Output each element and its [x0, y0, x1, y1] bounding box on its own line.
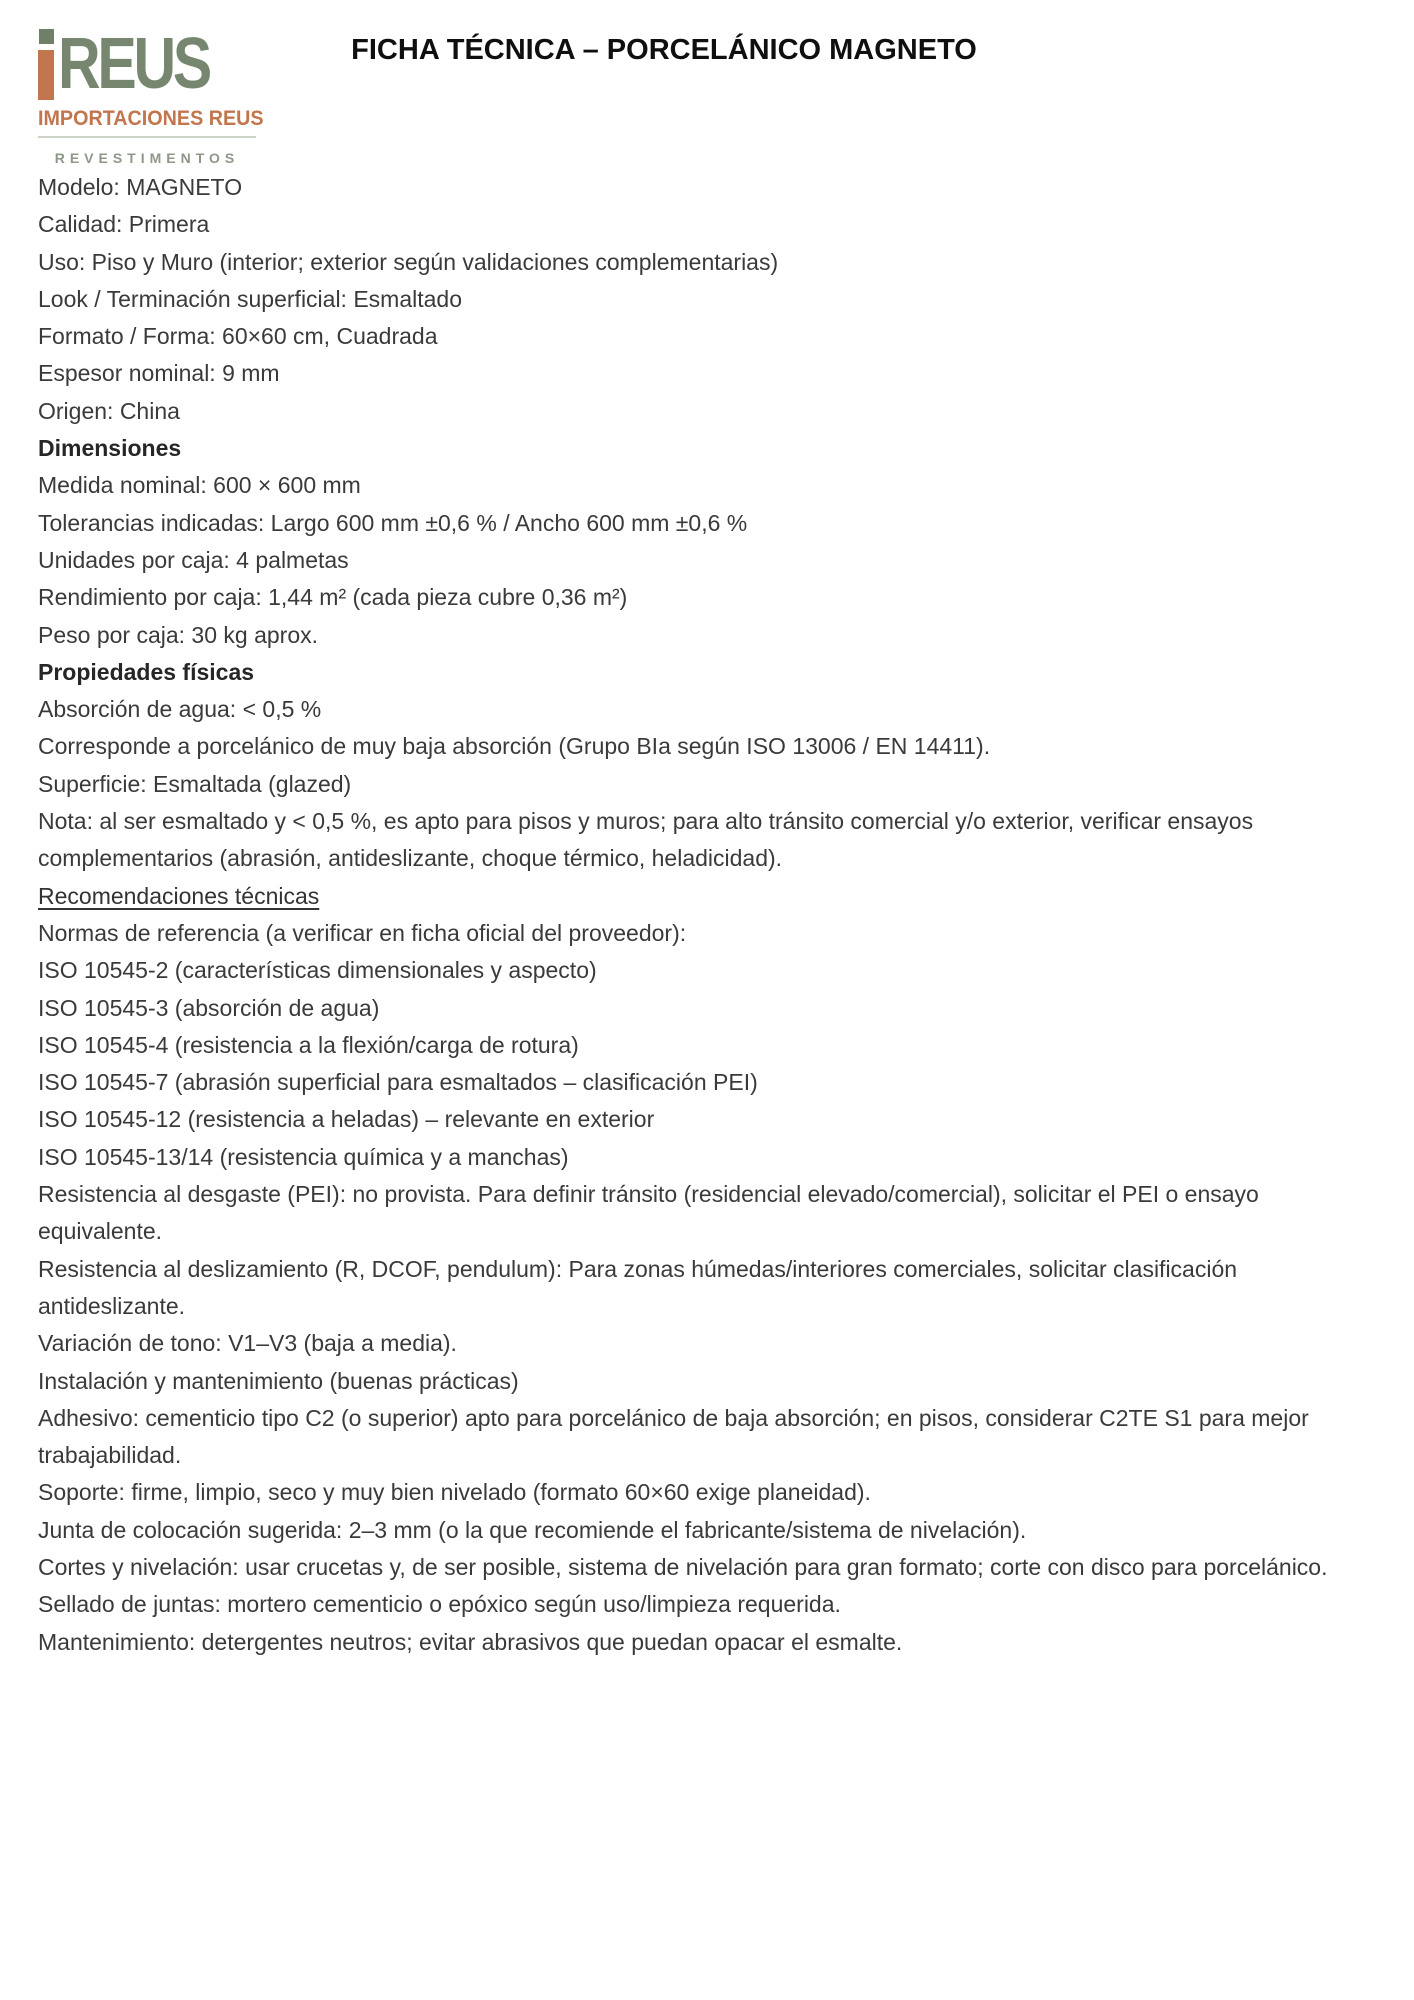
norma-item: ISO 10545-13/14 (resistencia química y a manchas) — [38, 1143, 569, 1170]
detalle-paragraph: Soporte: firme, limpio, seco y muy bien nivelado (formato 60×60 exige planeidad). — [38, 1479, 871, 1506]
propiedades-line: Superficie: Esmaltada (glazed) — [38, 770, 352, 797]
dimensiones-line: Tolerancias indicadas: Largo 600 mm ±0,6 % / Ancho 600 mm ±0,6 % — [38, 509, 748, 536]
detalle-paragraph: Instalación y mantenimiento (buenas prácticas) — [38, 1367, 519, 1394]
section-dimensiones — [38, 430, 1374, 654]
norma-item: ISO 10545-3 (absorción de agua) — [38, 994, 380, 1021]
propiedades-line: Absorción de agua: < 0,5 % — [38, 696, 322, 723]
section-nota — [38, 803, 1374, 878]
detalle-paragraph: Variación de tono: V1–V3 (baja a media). — [38, 1330, 457, 1357]
general-line: Formato / Forma: 60×60 cm, Cuadrada — [38, 323, 438, 350]
logo-divider — [38, 136, 256, 138]
general-line: Uso: Piso y Muro (interior; exterior según validaciones complementarias) — [38, 248, 779, 275]
detalle-paragraph: Adhesivo: cementicio tipo C2 (o superior) apto para porcelánico de baja absorción; en pisos, considerar C2TE S1 para mejor trabajabilidad. — [38, 1404, 1309, 1469]
dimensiones-line: Medida nominal: 600 × 600 mm — [38, 472, 361, 499]
dimensiones-line: Peso por caja: 30 kg aprox. — [38, 621, 318, 648]
detalle-paragraph: Resistencia al desgaste (PEI): no provista. Para definir tránsito (residencial elevado/comercial), solicitar el PEI o ensayo equivalente. — [38, 1181, 1259, 1245]
general-line: Origen: China — [38, 397, 180, 424]
document-body — [38, 169, 1374, 1661]
general-line: Modelo: MAGNETO — [38, 174, 243, 200]
nota-paragraph: Nota: al ser esmaltado y < 0,5 %, es apto para pisos y muros; para alto tránsito comercial y/o exterior, verificar ensayos complementarios (abrasión, antideslizante, choque térmico, heladicidad). — [38, 808, 1254, 872]
detalle-paragraph: Mantenimiento: detergentes neutros; evitar abrasivos que puedan opacar el esmalte. — [38, 1628, 903, 1655]
propiedades-heading: Propiedades físicas — [38, 658, 255, 685]
dimensiones-line: Rendimiento por caja: 1,44 m² (cada pieza cubre 0,36 m²) — [38, 584, 628, 611]
recomendaciones-heading: Recomendaciones técnicas — [38, 882, 320, 909]
logo-brand-text: REUS — [58, 24, 209, 104]
section-recomendaciones — [38, 878, 1374, 1176]
norma-item: ISO 10545-2 (características dimensionales y aspecto) — [38, 957, 597, 984]
logo-tagline: REVESTIMENTOS — [54, 150, 240, 166]
detalle-paragraph: Cortes y nivelación: usar crucetas y, de ser posible, sistema de nivelación para gran formato; corte con disco para porcelánico. — [38, 1553, 1328, 1580]
page-title: FICHA TÉCNICA – PORCELÁNICO MAGNETO — [351, 34, 977, 66]
norma-item: ISO 10545-4 (resistencia a la flexión/carga de rotura) — [38, 1031, 579, 1058]
general-line: Espesor nominal: 9 mm — [38, 360, 280, 387]
norma-item: ISO 10545-7 (abrasión superficial para esmaltados – clasificación PEI) — [38, 1069, 758, 1096]
section-propiedades — [38, 654, 1374, 803]
recomendaciones-intro: Normas de referencia (a verificar en ficha oficial del proveedor): — [38, 919, 687, 946]
section-detalles — [38, 1176, 1374, 1661]
detalle-paragraph: Sellado de juntas: mortero cementicio o epóxico según uso/limpieza requerida. — [38, 1591, 841, 1618]
dimensiones-line: Unidades por caja: 4 palmetas — [38, 546, 349, 573]
general-line: Look / Terminación superficial: Esmaltado — [38, 285, 463, 312]
propiedades-line: Corresponde a porcelánico de muy baja absorción (Grupo BIa según ISO 13006 / EN 14411). — [38, 733, 991, 760]
general-line: Calidad: Primera — [38, 211, 210, 238]
norma-item: ISO 10545-12 (resistencia a heladas) – relevante en exterior — [38, 1106, 655, 1133]
detalle-paragraph: Junta de colocación sugerida: 2–3 mm (o la que recomiende el fabricante/sistema de nivelación). — [38, 1516, 1027, 1543]
logo-subtitle: IMPORTACIONES REUS — [38, 107, 264, 130]
dimensiones-heading: Dimensiones — [38, 435, 182, 462]
detalle-paragraph: Resistencia al deslizamiento (R, DCOF, pendulum): Para zonas húmedas/interiores comerciales, solicitar clasificación antideslizante. — [38, 1255, 1238, 1319]
section-general — [38, 169, 1374, 430]
